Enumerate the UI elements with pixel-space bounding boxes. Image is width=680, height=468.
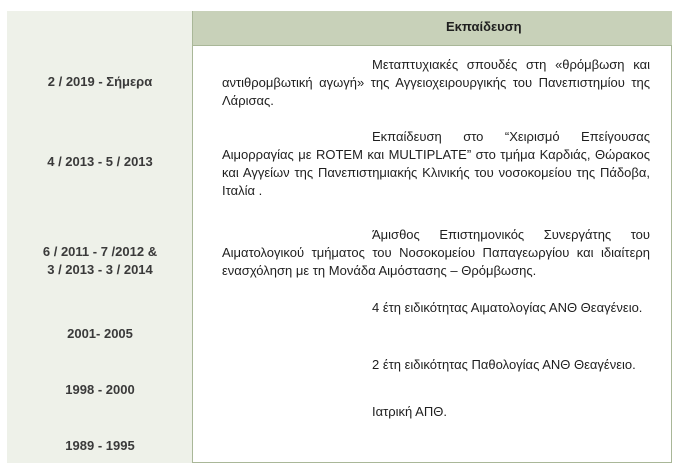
row-date: 2001- 2005	[67, 326, 133, 341]
row-date-second: 3 / 2013 - 3 / 2014	[47, 262, 153, 277]
row-text: 4 έτη ειδικότητας Αιματολογίας ΑΝΘ Θεαγένειο.	[372, 300, 643, 315]
row-date: 1989 - 1995	[65, 438, 135, 453]
row-text: Εκπαίδευση στο “Χειρισμό Επείγουσας Αιμορραγίας με ROTEM και MULTIPLATE” στο τμήμα Καρδιάς, Θώρακος και Αγγείων της Πανεπιστημιακής Κλινικής του νοσοκομείου της Πάδοβα, Ιταλία .	[222, 129, 650, 198]
row-date: 4 / 2013 - 5 / 2013	[47, 154, 153, 169]
row-date: 1998 - 2000	[65, 382, 135, 397]
row-date: 6 / 2011 - 7 /2012 &	[42, 244, 158, 259]
row-text: Μεταπτυχιακές σπουδές στη «θρόμβωση και αντιθρομβωτική αγωγή» της Αγγειοχειρουργικής του Πανεπιστημίου της Λάρισας.	[222, 57, 650, 108]
table-header	[193, 11, 672, 46]
row-date: 2 / 2019 - Σήμερα	[47, 74, 153, 89]
row-text: Άμισθος Επιστημονικός Συνεργάτης του Αιματολογικού τμήματος του Νοσοκομείου Παπαγεωργίου και ιδιαίτερη ενασχόληση με τη Μονάδα Αιμόστασης – Θρόμβωσης.	[222, 227, 650, 278]
header-title: Εκπαίδευση	[446, 19, 522, 34]
row-text: 2 έτη ειδικότητας Παθολογίας ΑΝΘ Θεαγένειο.	[372, 357, 636, 372]
row-text: Ιατρική ΑΠΘ.	[372, 404, 447, 419]
